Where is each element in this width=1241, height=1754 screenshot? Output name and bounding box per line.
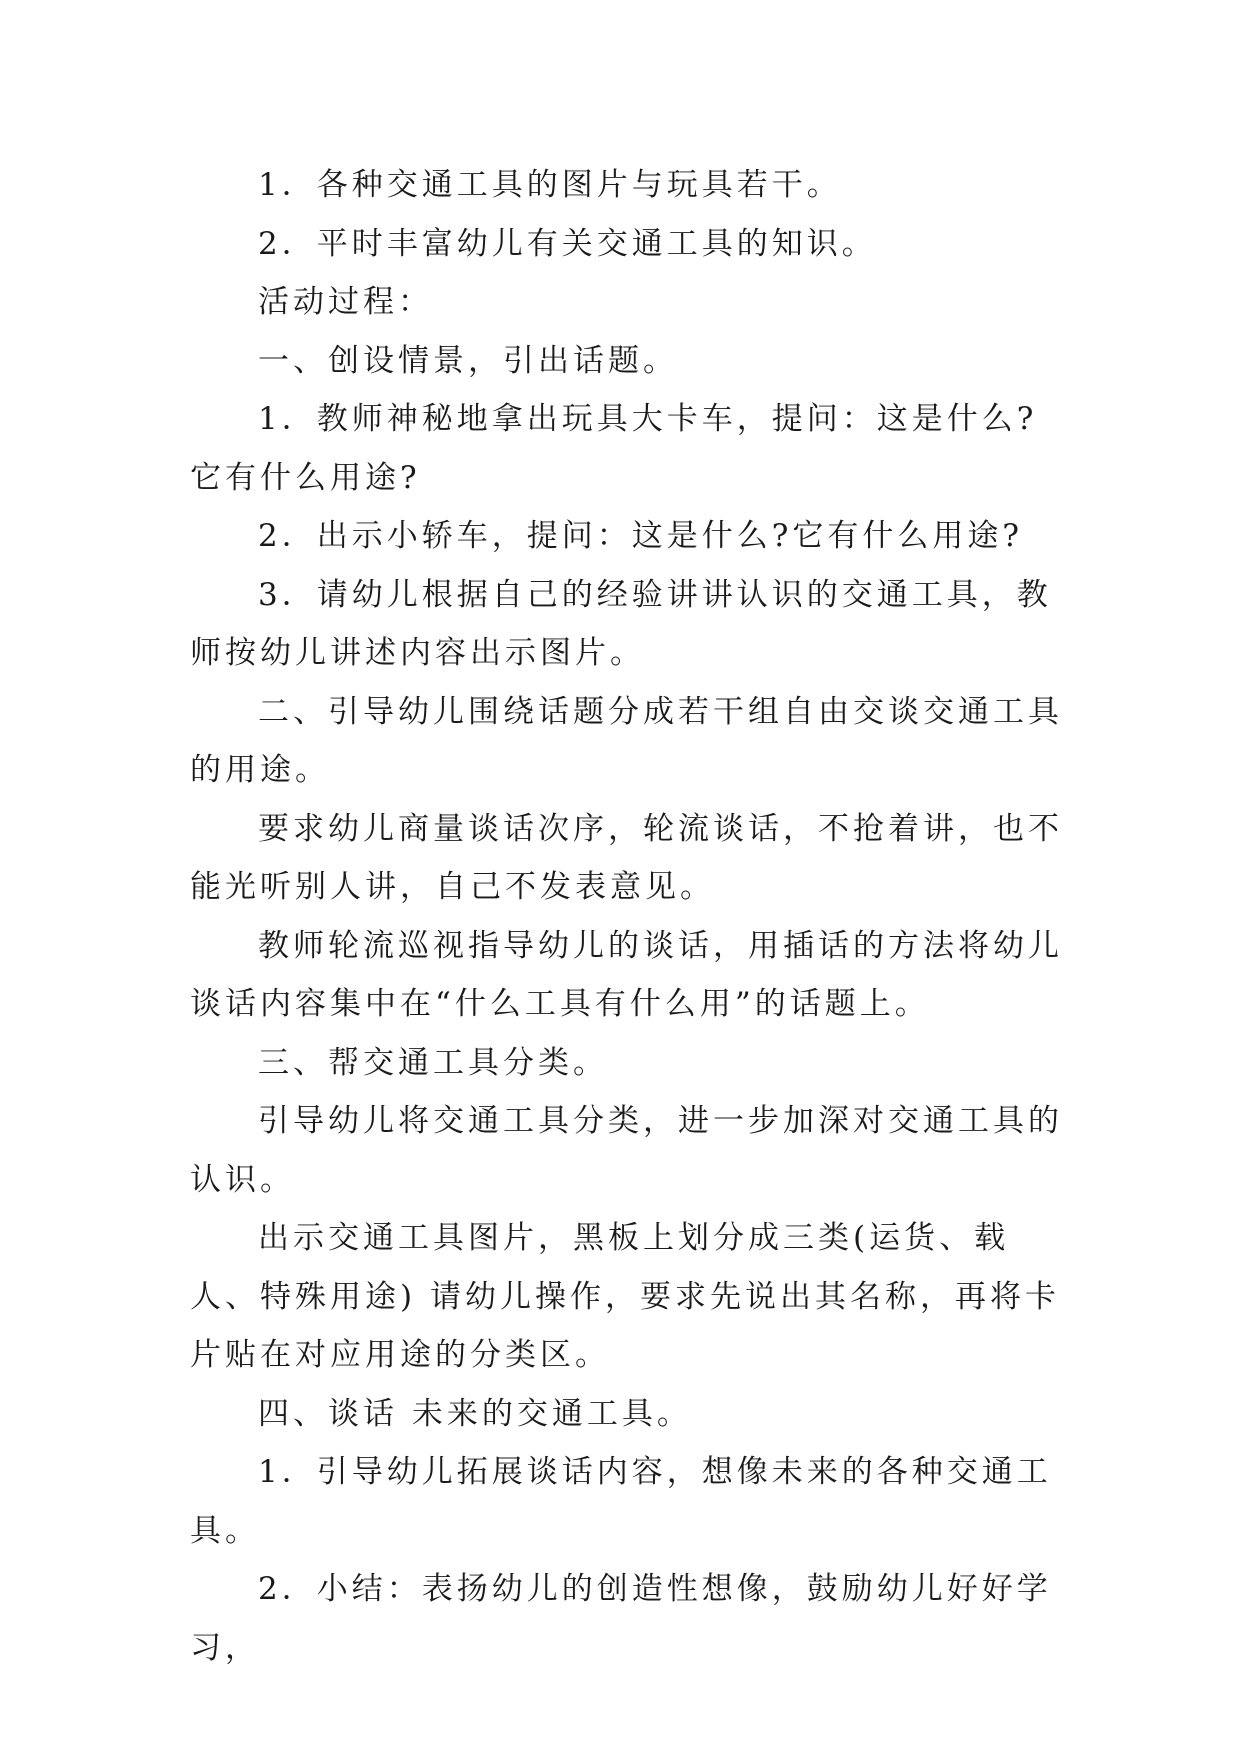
section-heading-step-3: 三、帮交通工具分类。 (258, 1044, 608, 1081)
paragraph-step-1-item-3: 3．请幼儿根据自己的经验讲讲认识的交通工具，教师按幼儿讲述内容出示图片。 (190, 576, 1052, 671)
section-heading-step-4: 四、谈话 未来的交通工具。 (258, 1395, 692, 1432)
paragraph-step-4-item-1: 1．引导幼儿拓展谈话内容，想像未来的各种交通工具。 (190, 1454, 1052, 1549)
paragraph-step-2-guidance: 教师轮流巡视指导幼儿的谈话，用插话的方法将幼儿谈话内容集中在“什么工具有什么用”的话题上。 (190, 927, 1063, 1022)
paragraph-step-4-item-2: 2．小结：表扬幼儿的创造性想像，鼓励幼儿好好学习， (190, 1571, 1052, 1666)
paragraph-step-1-item-1: 1．教师神秘地拿出玩具大卡车，提问：这是什么?它有什么用途? (190, 401, 1038, 496)
section-heading-step-1: 一、创设情景，引出话题。 (258, 342, 678, 379)
paragraph-step-3-activity: 出示交通工具图片，黑板上划分成三类(运货、载人、特殊用途) 请幼儿操作，要求先说出其名称，再将卡片贴在对应用途的分类区。 (190, 1220, 1060, 1373)
paragraph-step-1-item-2: 2．出示小轿车，提问：这是什么?它有什么用途? (258, 518, 1023, 554)
paragraph-step-3-intro: 引导幼儿将交通工具分类，进一步加深对交通工具的认识。 (190, 1103, 1063, 1198)
paragraph-materials-2: 2．平时丰富幼儿有关交通工具的知识。 (258, 225, 877, 262)
document-body (190, 156, 1070, 1677)
section-heading-process: 活动过程： (258, 284, 433, 320)
paragraph-step-2-requirement: 要求幼儿商量谈话次序，轮流谈话，不抢着讲，也不能光听别人讲，自己不发表意见。 (190, 810, 1063, 905)
section-heading-step-2: 二、引导幼儿围绕话题分成若干组自由交谈交通工具的用途。 (190, 693, 1063, 788)
paragraph-materials-1: 1．各种交通工具的图片与玩具若干。 (258, 167, 842, 203)
